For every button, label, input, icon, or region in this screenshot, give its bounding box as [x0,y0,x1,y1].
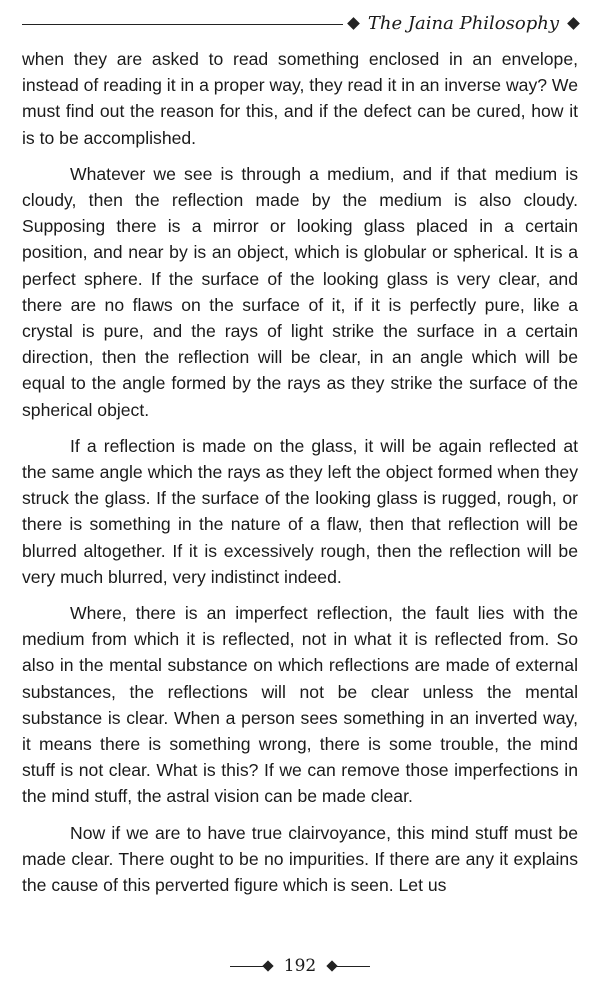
page-number: 192 [283,956,317,976]
paragraph: Now if we are to have true clairvoyance, this mind stuff must be made clear. There ought to be no impurities. If there are any it explains the cause of this perverted figure which is seen. Let us [22,822,578,896]
footer-rule-right [336,966,370,967]
paragraph: Whatever we see is through a medium, and if that medium is cloudy, then the reflection made by the medium is also cloudy. Supposing there is a mirror or looking glass placed in a certain position, and near by is an object, which is globular or spherical. It is a perfect sphere. If the surface of the looking glass is very clear, and there are no flaws on the surface of it, if it is perfectly pure, like a crystal is pure, and the rays of light strike the surface in a certain direction, then the reflection will be clear, in an angle which will be equal to the angle formed by the rays as they strike the surface of the spherical object. [22,163,578,420]
diamond-ornament-icon [327,960,338,971]
footer-rule-left [230,966,264,967]
body-text [22,46,578,908]
header-rule [22,24,343,25]
running-header [22,8,578,38]
paragraph: If a reflection is made on the glass, it will be again reflected at the same angle which the rays as they left the object formed when they struck the glass. If the surface of the looking glass is rugged, rough, or there is something in the nature of a flaw, then that reflection will be blurred altogether. If it is excessively rough, then the reflection will be very much blurred, very indistinct indeed. [22,435,578,587]
diamond-ornament-icon [347,17,360,30]
running-title: The Jaina Philosophy [367,12,559,34]
page-footer [0,955,600,977]
paragraph: when they are asked to read something enclosed in an envelope, instead of reading it in a proper way, they read it in an inverse way? We must find out the reason for this, and if the defect can be cured, how it is to be accomplished. [22,49,578,148]
diamond-ornament-icon [262,960,273,971]
diamond-ornament-icon [567,17,580,30]
paragraph: Where, there is an imperfect reflection, the fault lies with the medium from which it is reflected, not in what it is reflected from. So also in the mental substance on which reflections are made of external substances, the reflections will not be clear unless the mental substance is clear. When a person sees something in an inverted way, it means there is something wrong, there is some trouble, the mind stuff is not clear. What is this? If we can remove those imperfections in the mind stuff, the astral vision can be made clear. [22,603,578,807]
